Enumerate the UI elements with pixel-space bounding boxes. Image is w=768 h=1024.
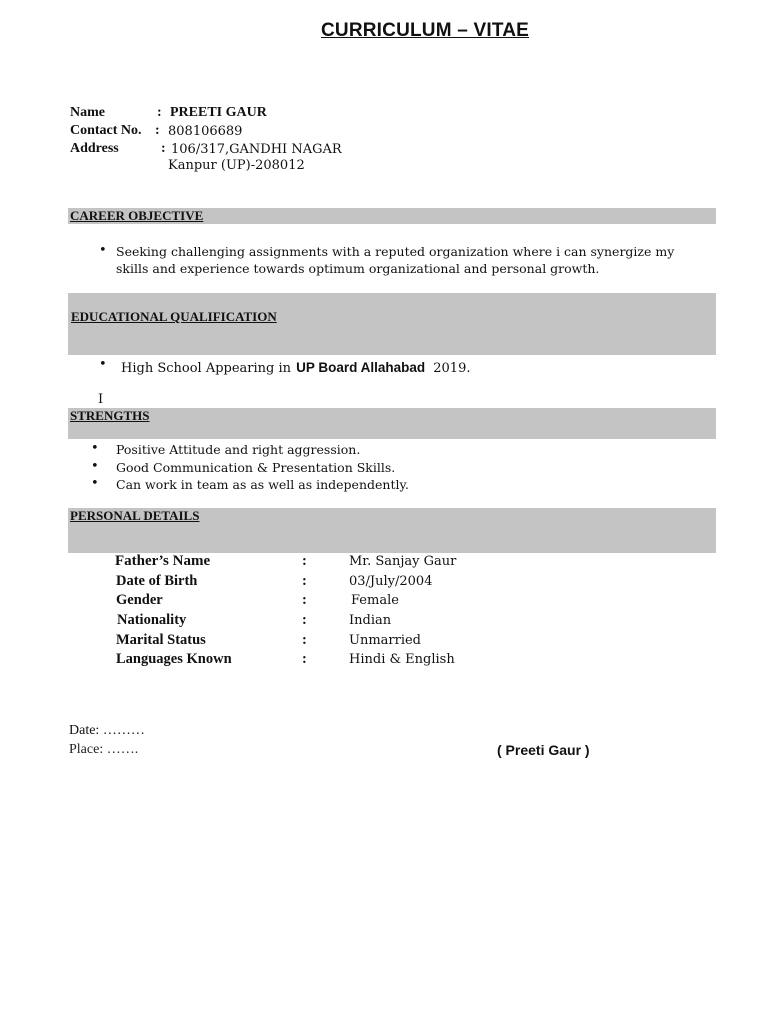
education-bullet: • [99, 357, 107, 372]
contact-label: Contact No. [70, 123, 142, 138]
contact-value: 808106689 [168, 124, 243, 139]
education-heading: EDUCATIONAL QUALIFICATION [71, 309, 277, 324]
nationality-label: Nationality [117, 612, 187, 628]
name-colon: : [157, 105, 162, 120]
education-item [121, 357, 470, 377]
career-objective-line-2: skills and experience towards optimum organizational and personal growth. [116, 261, 600, 276]
gender-label: Gender [116, 592, 163, 608]
marital-status-label: Marital Status [116, 632, 206, 648]
nationality-colon: : [302, 612, 307, 628]
fathers-name-colon: : [302, 553, 307, 569]
strength-item-3: Can work in team as as well as independently. [116, 477, 409, 492]
dob-label: Date of Birth [116, 573, 198, 589]
personal-details-heading: PERSONAL DETAILS [70, 508, 200, 523]
dob-colon: : [302, 573, 307, 589]
contact-colon: : [155, 123, 160, 138]
education-item-prefix: High School Appearing in [121, 361, 292, 376]
marital-status-value: Unmarried [349, 633, 422, 648]
languages-label: Languages Known [116, 651, 232, 667]
career-objective-bar [68, 208, 716, 224]
education-board: UP Board Allahabad [296, 360, 426, 375]
career-objective-line-1: Seeking challenging assignments with a reputed organization where i can synergize my [116, 244, 675, 259]
dob-value: 03/July/2004 [349, 574, 433, 589]
stray-character: I [98, 392, 104, 407]
place-line: Place: ……. [69, 742, 139, 757]
gender-value: Female [351, 593, 399, 608]
strength-item-1: Positive Attitude and right aggression. [116, 442, 361, 457]
address-line-1: 106/317,GANDHI NAGAR [171, 142, 342, 157]
strengths-heading: STRENGTHS [70, 408, 150, 423]
career-objective-heading: CAREER OBJECTIVE [70, 208, 204, 223]
name-value: PREETI GAUR [170, 105, 267, 120]
personal-details-bar [68, 508, 716, 553]
nationality-value: Indian [349, 613, 392, 628]
strength-bullet-2: • [91, 459, 99, 474]
education-year: 2019. [433, 361, 471, 376]
fathers-name-label: Father’s Name [115, 553, 211, 569]
name-label: Name [70, 105, 105, 120]
signature: ( Preeti Gaur ) [497, 742, 590, 758]
address-colon: : [161, 141, 166, 156]
strength-item-2: Good Communication & Presentation Skills. [116, 460, 396, 475]
career-bullet: • [99, 243, 107, 258]
gender-colon: : [302, 592, 307, 608]
address-label: Address [70, 141, 119, 156]
strength-bullet-3: • [91, 476, 99, 491]
strength-bullet-1: • [91, 441, 99, 456]
languages-colon: : [302, 651, 307, 667]
marital-status-colon: : [302, 632, 307, 648]
languages-value: Hindi & English [349, 652, 455, 667]
page-title: CURRICULUM – VITAE [320, 20, 530, 41]
address-line-2: Kanpur (UP)-208012 [168, 158, 305, 173]
strengths-bar [68, 408, 716, 439]
date-line: Date: ……… [69, 723, 145, 738]
fathers-name-value: Mr. Sanjay Gaur [349, 554, 457, 569]
education-bar [68, 293, 716, 355]
